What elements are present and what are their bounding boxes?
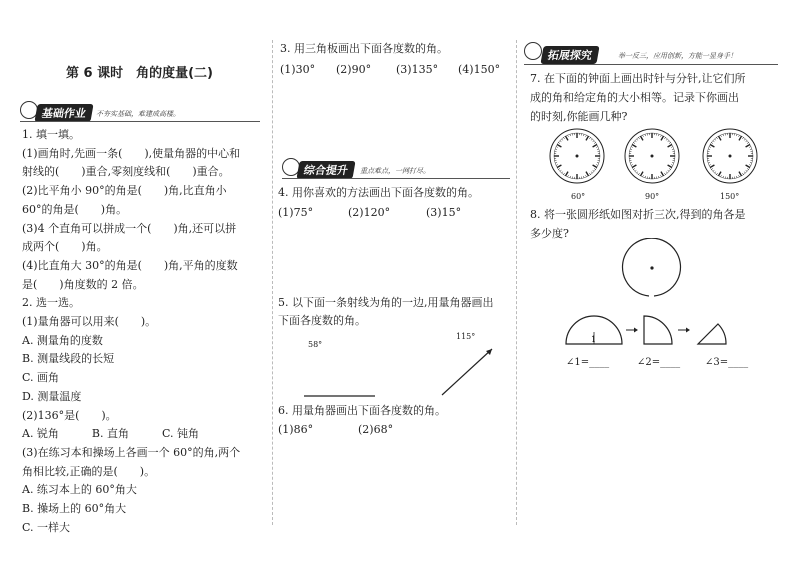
- col1-line: (2)比平角小 90°的角是( )角,比直角小: [22, 184, 227, 198]
- q6-item-2: (2)68°: [358, 423, 394, 436]
- minute-tick: [721, 175, 722, 177]
- hour-tick: [668, 145, 672, 148]
- col1-line: (2)136°是( )。: [22, 408, 117, 422]
- clock-2-angle-label: 90°: [645, 192, 660, 201]
- minute-tick: [658, 134, 659, 136]
- col1-line: (4)比直角大 30°的角是( )角,平角的度数: [22, 258, 238, 272]
- hour-tick: [557, 145, 561, 148]
- q3-item-4: (4)150°: [458, 63, 501, 76]
- hour-tick: [739, 172, 742, 176]
- section-label: 综合提升: [296, 161, 355, 179]
- hour-tick: [746, 145, 750, 148]
- hour-tick: [641, 136, 644, 140]
- q6-text: 6. 用量角器画出下面各度数的角。: [278, 404, 446, 417]
- col1-line: 角相比较,正确的是( )。: [22, 464, 156, 478]
- minute-tick: [637, 172, 638, 173]
- q3-item-3: (3)135°: [396, 63, 439, 76]
- minute-tick: [555, 149, 557, 150]
- minute-tick: [560, 141, 561, 142]
- minute-tick: [591, 172, 592, 173]
- minute-tick: [723, 176, 724, 178]
- hour-tick: [641, 172, 644, 176]
- minute-tick: [744, 172, 745, 173]
- minute-tick: [750, 149, 752, 150]
- minute-tick: [664, 173, 665, 175]
- minute-tick: [630, 162, 632, 163]
- minute-tick: [570, 134, 571, 136]
- minute-tick: [744, 139, 745, 140]
- minute-tick: [661, 175, 662, 177]
- minute-tick: [570, 176, 571, 178]
- minute-tick: [664, 137, 665, 139]
- col1-line: 是( )角度数的 2 倍。: [22, 277, 144, 291]
- minute-tick: [633, 142, 635, 143]
- section-underline: [282, 178, 510, 179]
- minute-tick: [711, 168, 713, 169]
- minute-tick: [630, 149, 632, 150]
- minute-tick: [586, 175, 587, 177]
- minute-tick: [635, 141, 636, 142]
- col1-line: 2. 选一选。: [22, 296, 80, 310]
- minute-tick: [716, 137, 717, 139]
- minute-tick: [645, 176, 646, 178]
- eighth-circle: [698, 324, 726, 344]
- q4-item-3: (3)15°: [426, 206, 462, 219]
- minute-tick: [666, 172, 667, 173]
- minute-tick: [597, 162, 599, 163]
- hour-tick: [710, 165, 714, 168]
- minute-tick: [739, 135, 740, 137]
- minute-tick: [668, 170, 669, 171]
- clock-1-angle-label: 60°: [571, 192, 586, 201]
- q5-angle-b-label: 115°: [456, 332, 476, 341]
- page-title: 第 6 课时 角的度量(二): [66, 66, 213, 81]
- hour-tick: [632, 145, 636, 148]
- fold-angle-label: 1: [591, 335, 597, 344]
- col1-line: (3)在练习本和操场上各画一个 60°的角,两个: [22, 445, 241, 459]
- minute-tick: [562, 139, 563, 140]
- minute-tick: [716, 173, 717, 175]
- arrow-right-icon: [626, 328, 638, 333]
- q5-angle-a-label: 58°: [308, 340, 323, 349]
- minute-tick: [558, 142, 560, 143]
- minute-tick: [742, 173, 743, 175]
- minute-tick: [668, 141, 669, 142]
- minute-tick: [556, 165, 558, 166]
- minute-tick: [739, 175, 740, 177]
- minute-tick: [669, 168, 671, 169]
- hour-tick: [661, 172, 664, 176]
- minute-tick: [711, 142, 713, 143]
- minute-tick: [749, 147, 751, 148]
- minute-tick: [671, 147, 673, 148]
- q8-folding-diagram: [560, 238, 760, 358]
- q7-text-line2: 成的角和给定角的大小相等。记录下你画出: [530, 91, 739, 104]
- minute-tick: [589, 173, 590, 175]
- q8-text-line1: 8. 将一张圆形纸如图对折三次,得到的角各是: [530, 208, 746, 221]
- minute-tick: [638, 173, 639, 175]
- col1-line: (1)量角器可以用来( )。: [22, 315, 157, 328]
- minute-tick: [713, 170, 714, 171]
- col1-line: C. 画角: [22, 371, 60, 385]
- minute-tick: [563, 173, 564, 175]
- col1-line: A. 练习本上的 60°角大: [22, 483, 137, 497]
- section-underline: [20, 121, 260, 122]
- minute-tick: [645, 134, 646, 136]
- minute-tick: [596, 165, 598, 166]
- section-tagline: 举一反三，应用创新，方能一显身手！: [618, 52, 737, 60]
- minute-tick: [749, 165, 751, 166]
- q4-item-2: (2)120°: [348, 206, 391, 219]
- q4-item-1: (1)75°: [278, 206, 314, 219]
- clock-center-dot: [651, 155, 654, 158]
- minute-tick: [593, 170, 594, 171]
- minute-tick: [631, 165, 633, 166]
- q5-text-line1: 5. 以下面一条射线为角的一边,用量角器画出: [278, 296, 494, 309]
- minute-tick: [594, 168, 596, 169]
- col1-line: C. 一样大: [22, 520, 71, 534]
- clock-3: [703, 129, 757, 183]
- q8-answer-1: ∠1=____: [566, 357, 610, 368]
- hour-tick: [719, 136, 722, 140]
- q5-oblique-ray: [442, 349, 492, 395]
- q8-text-line2: 多少度?: [530, 227, 569, 240]
- minute-tick: [593, 141, 594, 142]
- q8-answer-2: ∠2=____: [637, 357, 681, 368]
- q3-item-1: (1)30°: [280, 63, 316, 76]
- col1-line: 射线的( )重合,零刻度线和( )重合。: [22, 165, 230, 179]
- minute-tick: [747, 142, 749, 143]
- minute-tick: [658, 176, 659, 178]
- minute-tick: [746, 170, 747, 171]
- hour-tick: [668, 165, 672, 168]
- col1-line: B. 测量线段的长短: [22, 352, 115, 366]
- hour-tick: [719, 172, 722, 176]
- minute-tick: [558, 168, 560, 169]
- section-underline: [524, 64, 778, 65]
- clock-group: [540, 126, 770, 196]
- minute-tick: [736, 134, 737, 136]
- q7-text-line3: 的时刻,你能画几种?: [530, 110, 628, 123]
- minute-tick: [583, 176, 584, 178]
- hour-tick: [710, 145, 714, 148]
- minute-tick: [633, 168, 635, 169]
- minute-tick: [643, 135, 644, 137]
- minute-tick: [563, 137, 564, 139]
- minute-tick: [661, 135, 662, 137]
- clock-2: [625, 129, 679, 183]
- minute-tick: [708, 162, 710, 163]
- q6-item-1: (1)86°: [278, 423, 314, 436]
- minute-tick: [586, 135, 587, 137]
- full-circle: [623, 238, 681, 296]
- hour-tick: [739, 136, 742, 140]
- hour-tick: [661, 136, 664, 140]
- minute-tick: [596, 147, 598, 148]
- minute-tick: [672, 162, 674, 163]
- hour-tick: [632, 165, 636, 168]
- q8-answer-3: ∠3=____: [705, 357, 749, 368]
- minute-tick: [709, 165, 711, 166]
- minute-tick: [750, 162, 752, 163]
- q4-text: 4. 用你喜欢的方法画出下面各度数的角。: [278, 186, 479, 199]
- col1-line: 1. 填一填。: [22, 128, 80, 141]
- arrow-right-icon: [678, 328, 690, 333]
- minute-tick: [560, 170, 561, 171]
- minute-tick: [562, 172, 563, 173]
- quarter-circle: [644, 316, 672, 344]
- minute-tick: [635, 170, 636, 171]
- column-divider: [272, 40, 273, 525]
- minute-tick: [746, 141, 747, 142]
- hour-tick: [557, 165, 561, 168]
- section-label: 拓展探究: [540, 46, 599, 64]
- clock-center-dot: [729, 155, 732, 158]
- minute-tick: [672, 149, 674, 150]
- minute-tick: [747, 168, 749, 169]
- hour-tick: [566, 136, 569, 140]
- hour-tick: [566, 172, 569, 176]
- minute-tick: [594, 142, 596, 143]
- minute-tick: [671, 165, 673, 166]
- minute-tick: [742, 137, 743, 139]
- minute-tick: [583, 134, 584, 136]
- hour-tick: [746, 165, 750, 168]
- col1-line: A. 锐角 B. 直角 C. 钝角: [22, 427, 200, 441]
- minute-tick: [631, 147, 633, 148]
- minute-tick: [709, 147, 711, 148]
- section-tagline: 重点难点，一网打尽。: [360, 167, 430, 175]
- q7-text-line1: 7. 在下面的钟面上画出时针与分针,让它们所: [530, 72, 746, 85]
- minute-tick: [643, 175, 644, 177]
- section-label: 基础作业: [34, 104, 93, 122]
- q5-rays: [270, 330, 510, 410]
- minute-tick: [715, 139, 716, 140]
- minute-tick: [568, 135, 569, 137]
- minute-tick: [721, 135, 722, 137]
- minute-tick: [591, 139, 592, 140]
- minute-tick: [638, 137, 639, 139]
- minute-tick: [713, 141, 714, 142]
- clock-center-dot: [576, 155, 579, 158]
- col1-line: 成两个( )角。: [22, 240, 108, 254]
- column-divider: [516, 40, 517, 525]
- minute-tick: [708, 149, 710, 150]
- minute-tick: [723, 134, 724, 136]
- minute-tick: [597, 149, 599, 150]
- minute-tick: [637, 139, 638, 140]
- col1-line: A. 测量角的度数: [22, 333, 103, 347]
- minute-tick: [669, 142, 671, 143]
- hour-tick: [593, 165, 597, 168]
- minute-tick: [666, 139, 667, 140]
- col1-line: (3)4 个直角可以拼成一个( )角,还可以拼: [22, 221, 237, 235]
- minute-tick: [556, 147, 558, 148]
- q3-text: 3. 用三角板画出下面各度数的角。: [280, 42, 448, 55]
- col1-line: D. 测量温度: [22, 389, 82, 403]
- q3-item-2: (2)90°: [336, 63, 372, 76]
- col1-line: B. 操场上的 60°角大: [22, 502, 127, 515]
- col1-line: (1)画角时,先画一条( ),使量角器的中心和: [22, 146, 241, 160]
- clock-3-angle-label: 150°: [720, 192, 740, 201]
- minute-tick: [589, 137, 590, 139]
- hour-tick: [593, 145, 597, 148]
- col1-line: 60°的角是( )角。: [22, 202, 128, 216]
- section-tagline: 不夯实基础，难建成高楼。: [96, 110, 180, 118]
- minute-tick: [736, 176, 737, 178]
- minute-tick: [555, 162, 557, 163]
- mascot-icon: [524, 42, 542, 60]
- hour-tick: [586, 172, 589, 176]
- minute-tick: [568, 175, 569, 177]
- minute-tick: [715, 172, 716, 173]
- hour-tick: [586, 136, 589, 140]
- q5-text-line2: 下面各度数的角。: [278, 314, 366, 327]
- clock-1: [550, 129, 604, 183]
